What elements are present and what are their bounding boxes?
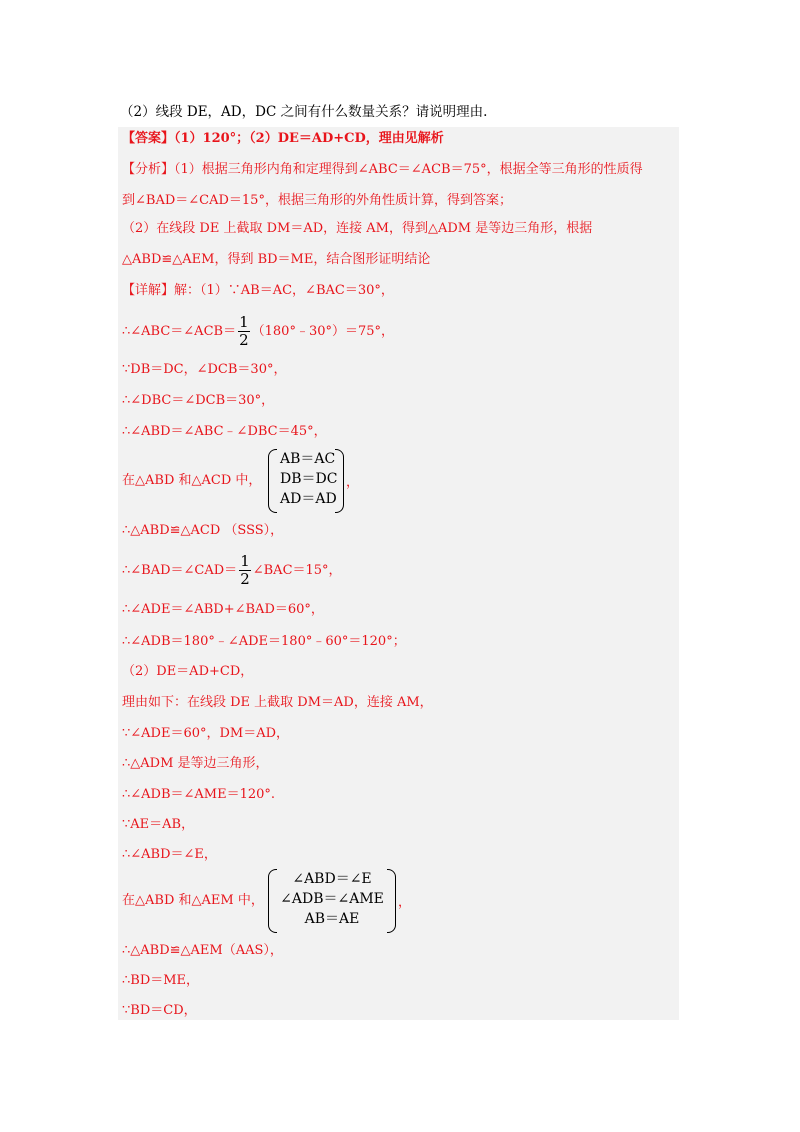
detail-line-2 <box>122 314 394 350</box>
detail-line-8-suffix: ∠BAC＝15°， <box>252 563 342 578</box>
system-row: DB＝DC <box>280 471 338 487</box>
detail-line-19: ∴△ABD≌△AEM（AAS）， <box>122 943 283 958</box>
system-rows <box>280 869 384 929</box>
detail-line-1: 【详解】解：（1）∵AB＝AC，∠BAC＝30°， <box>122 283 394 298</box>
one-half-fraction <box>239 553 251 588</box>
question-text: （2）线段 DE，AD，DC 之间有什么数量关系？请说明理由. <box>120 104 488 120</box>
detail-line-4: ∴∠DBC＝∠DCB＝30°， <box>122 393 275 408</box>
detail-line-6: 在△ABD 和△ACD 中， <box>122 473 262 488</box>
detail-line-5: ∴∠ABD＝∠ABC﹣∠DBC＝45°， <box>122 424 327 439</box>
detail-line-11: （2）DE＝AD+CD， <box>122 664 254 679</box>
system-row: ∠ABD＝∠E <box>292 871 372 887</box>
detail-line-7: ∴△ABD≌△ACD （SSS）， <box>122 523 284 538</box>
detail-line-20: ∴BD＝ME， <box>122 973 200 988</box>
analysis-line-3: （2）在线段 DE 上截取 DM＝AD，连接 AM，得到△ADM 是等边三角形，根据 <box>122 221 593 236</box>
detail-line-9: ∴∠ADE＝∠ABD+∠BAD＝60°， <box>122 602 324 617</box>
detail-line-2-prefix: ∴∠ABC＝∠ACB＝ <box>122 324 237 339</box>
system-row: AB＝AE <box>304 911 360 927</box>
system-row: AD＝AD <box>280 491 337 507</box>
detail-line-15: ∴∠ADB＝∠AME＝120°. <box>122 787 276 802</box>
system-rows <box>280 449 338 509</box>
detail-line-14: ∴△ADM 是等边三角形， <box>122 756 269 771</box>
left-brace <box>268 869 277 933</box>
right-brace <box>335 449 344 513</box>
detail-line-18-suffix: ， <box>398 895 412 910</box>
system-row: AB＝AC <box>280 451 336 467</box>
detail-line-16: ∵AE＝AB， <box>122 817 195 832</box>
congruence-system-aas <box>268 869 396 931</box>
fraction-denominator: 2 <box>239 331 249 349</box>
analysis-line-1: 【分析】（1）根据三角形内角和定理得到∠ABC＝∠ACB＝75°，根据全等三角形的性质得 <box>122 162 643 177</box>
detail-line-21: ∵BD＝CD， <box>122 1003 197 1018</box>
detail-line-3: ∵DB＝DC，∠DCB＝30°， <box>122 362 287 377</box>
detail-line-2-suffix: （180°﹣30°）＝75°， <box>251 324 395 339</box>
analysis-line-2: 到∠BAD＝∠CAD＝15°，根据三角形的外角性质计算，得到答案； <box>122 193 512 208</box>
right-brace <box>387 869 396 933</box>
detail-line-17: ∴∠ABD＝∠E， <box>122 847 217 862</box>
fraction-numerator: 1 <box>239 313 249 331</box>
detail-line-12: 理由如下：在线段 DE 上截取 DM＝AD，连接 AM， <box>122 695 433 710</box>
detail-line-18: 在△ABD 和△AEM 中， <box>122 893 264 908</box>
system-row: ∠ADB＝∠AME <box>280 891 384 907</box>
answer-line: 【答案】（1）120°；（2）DE＝AD+CD，理由见解析 <box>122 131 444 146</box>
detail-line-13: ∵∠ADE＝60°，DM＝AD， <box>122 726 290 741</box>
fraction-denominator: 2 <box>240 570 250 588</box>
analysis-line-4: △ABD≌△AEM，得到 BD＝ME，结合图形证明结论 <box>122 252 431 267</box>
detail-line-8-prefix: ∴∠BAD＝∠CAD＝ <box>122 563 238 578</box>
one-half-fraction <box>238 314 250 349</box>
fraction-numerator: 1 <box>240 552 250 570</box>
detail-line-10: ∴∠ADB＝180°﹣∠ADE＝180°﹣60°＝120°； <box>122 634 406 649</box>
detail-line-8 <box>122 553 342 589</box>
left-brace <box>268 449 277 513</box>
detail-line-6-suffix: ， <box>346 475 360 490</box>
congruence-system-sss <box>268 449 344 511</box>
